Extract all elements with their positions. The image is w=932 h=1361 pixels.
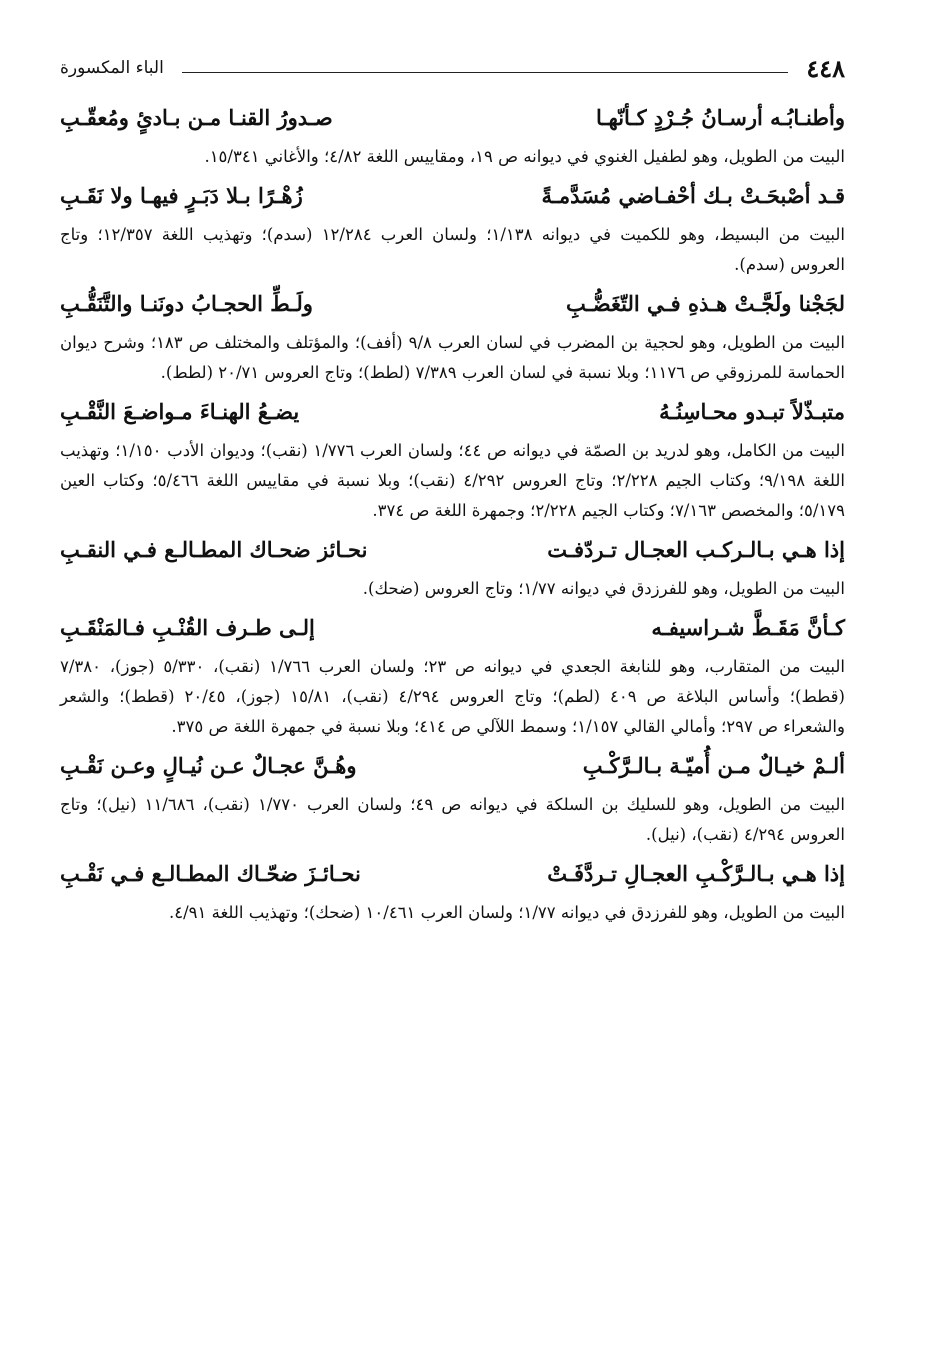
- source-note: البيت من البسيط، وهو للكميت في ديوانه ١/١٣٨؛ ولسان العرب ١٢/٢٨٤ (سدم)؛ وتهذيب اللغة ١٢/٣٥٧؛ وتاج العروس (سدم).: [60, 225, 845, 274]
- verse-line: [60, 290, 845, 318]
- source-note: البيت من الطويل، وهو لحجية بن المضرب في لسان العرب ٩/٨ (أفف)؛ والمؤتلف والمختلف ص ١٨٣؛ وشرح ديوان الحماسة للمرزوقي ص ١١٧٦؛ وبلا نسبة في لسان العرب ٧/٣٨٩ (لطط)؛ وتاج العروس ٢٠/٧١ (لطط).: [60, 333, 845, 382]
- verse-entry: [60, 614, 845, 742]
- verse-line: [60, 398, 845, 426]
- book-page: [60, 48, 845, 1338]
- header-rule: [182, 72, 789, 73]
- second-hemistich: ولَـطِّ الحجـابُ دونَنـا والتَّنَقُّـبِ: [60, 291, 313, 316]
- second-hemistich: يضـعُ الهنـاءَ مـواضـعَ النَّقْـبِ: [60, 399, 300, 424]
- first-hemistich: إذا هـي بـالـرَّكْـبِ العجـالِ تـردَّفَـتْ: [547, 861, 845, 886]
- second-hemistich: وهُـنَّ عجـالٌ عـن نُيـالٍ وعـن نَقْـبِ: [60, 753, 357, 778]
- second-hemistich: إلـى طـرف القُنْـبِ فـالمَنْقَـبِ: [60, 615, 315, 640]
- second-hemistich: صـدورُ القنـا مـن بـادئٍ ومُعقّـبِ: [60, 105, 333, 130]
- verse-line: [60, 536, 845, 564]
- second-hemistich: نحـائز ضحـاك المطـالـع فـي النقـبِ: [60, 537, 368, 562]
- verse-entry: [60, 752, 845, 850]
- source-note: البيت من الكامل، وهو لدريد بن الصمّة في ديوانه ص ٤٤؛ ولسان العرب ١/٧٧٦ (نقب)؛ وديوان الأدب ١/١٥٠؛ وتهذيب اللغة ٩/١٩٨؛ وكتاب الجيم ٢/٢٢٨؛ وتاج العروس ٤/٢٩٢ (نقب)؛ وبلا نسبة في مقاييس اللغة ٥/٤٦٦؛ وكتاب العين ٥/١٧٩؛ والمخصص ٧/١٦٣؛ وكتاب الجيم ٢/٢٢٨؛ وجمهرة اللغة ص ٣٧٤.: [60, 441, 845, 520]
- second-hemistich: نحـائـزَ ضحّـاك المطـالـع فـي نَقْـبِ: [60, 861, 361, 886]
- first-hemistich: قـد أصْبحَـتْ بـك أحْفـاضي مُسَدَّمـةً: [541, 183, 845, 208]
- verse-entry: [60, 398, 845, 526]
- running-header: [60, 48, 845, 88]
- verse-line: [60, 752, 845, 780]
- verse-entry: [60, 182, 845, 280]
- verse-line: [60, 182, 845, 210]
- verse-entry: [60, 104, 845, 172]
- first-hemistich: متبـذّلاً تبـدو محـاسِنُـهُ: [659, 399, 845, 424]
- source-note: البيت من الطويل، وهو للفرزدق في ديوانه ١/٧٧؛ ولسان العرب ١٠/٤٦١ (ضحك)؛ وتهذيب اللغة ٤/٩١.: [168, 903, 845, 922]
- verse-line: [60, 614, 845, 642]
- first-hemistich: ألـمْ خيـالٌ مـن أُميّـة بـالـرَّكْـبِ: [582, 753, 845, 778]
- first-hemistich: لجَجْنا ولَجَّـتْ هـذهِ فـي التّغَضُّـبِ: [566, 291, 845, 316]
- verse-line: [60, 860, 845, 888]
- source-note: البيت من الطويل، وهو للسليك بن السلكة في ديوانه ص ٤٩؛ ولسان العرب ١/٧٧٠ (نقب)، ١١/٦٨٦ (نيل)؛ وتاج العروس ٤/٢٩٤ (نقب)، (نيل).: [60, 795, 845, 844]
- section-title: الباء المكسورة: [60, 58, 164, 78]
- verse-entry: [60, 860, 845, 928]
- source-note: البيت من المتقارب، وهو للنابغة الجعدي في ديوانه ص ٢٣؛ ولسان العرب ١/٧٦٦ (نقب)، ٥/٣٣٠ (جوز)، ٧/٣٨٠ (قطط)؛ وأساس البلاغة ص ٤٠٩ (لطم)؛ وتاج العروس ٤/٢٩٤ (نقب)، ١٥/٨١ (جوز)، ٢٠/٤٥ (قطط)؛ والشعر والشعراء ص ٢٩٧؛ وأمالي القالي ١/١٥٧؛ وسمط اللآلي ص ٤١٤؛ وبلا نسبة في جمهرة اللغة ص ٣٧٥.: [60, 657, 845, 736]
- second-hemistich: زُهْـرًا بـلا دَبَـرٍ فيهـا ولا نَقَـبِ: [60, 183, 303, 208]
- first-hemistich: وأطنـابُـه أرسـانُ جُـرْدٍ كـأنّهـا: [595, 105, 845, 130]
- verse-entry: [60, 536, 845, 604]
- source-note: البيت من الطويل، وهو للفرزدق في ديوانه ١/٧٧؛ وتاج العروس (ضحك).: [362, 579, 845, 598]
- source-note: البيت من الطويل، وهو لطفيل الغنوي في ديوانه ص ١٩، ومقاييس اللغة ٤/٨٢؛ والأغاني ١٥/٣٤١.: [204, 147, 845, 166]
- first-hemistich: كـأنَّ مَقَـطَّ شـراسيفـه: [651, 615, 845, 640]
- verse-entry: [60, 290, 845, 388]
- verse-line: [60, 104, 845, 132]
- page-number: ٤٤٨: [806, 53, 845, 83]
- first-hemistich: إذا هـي بـالـركـب العجـال تـردّفـت: [547, 537, 845, 562]
